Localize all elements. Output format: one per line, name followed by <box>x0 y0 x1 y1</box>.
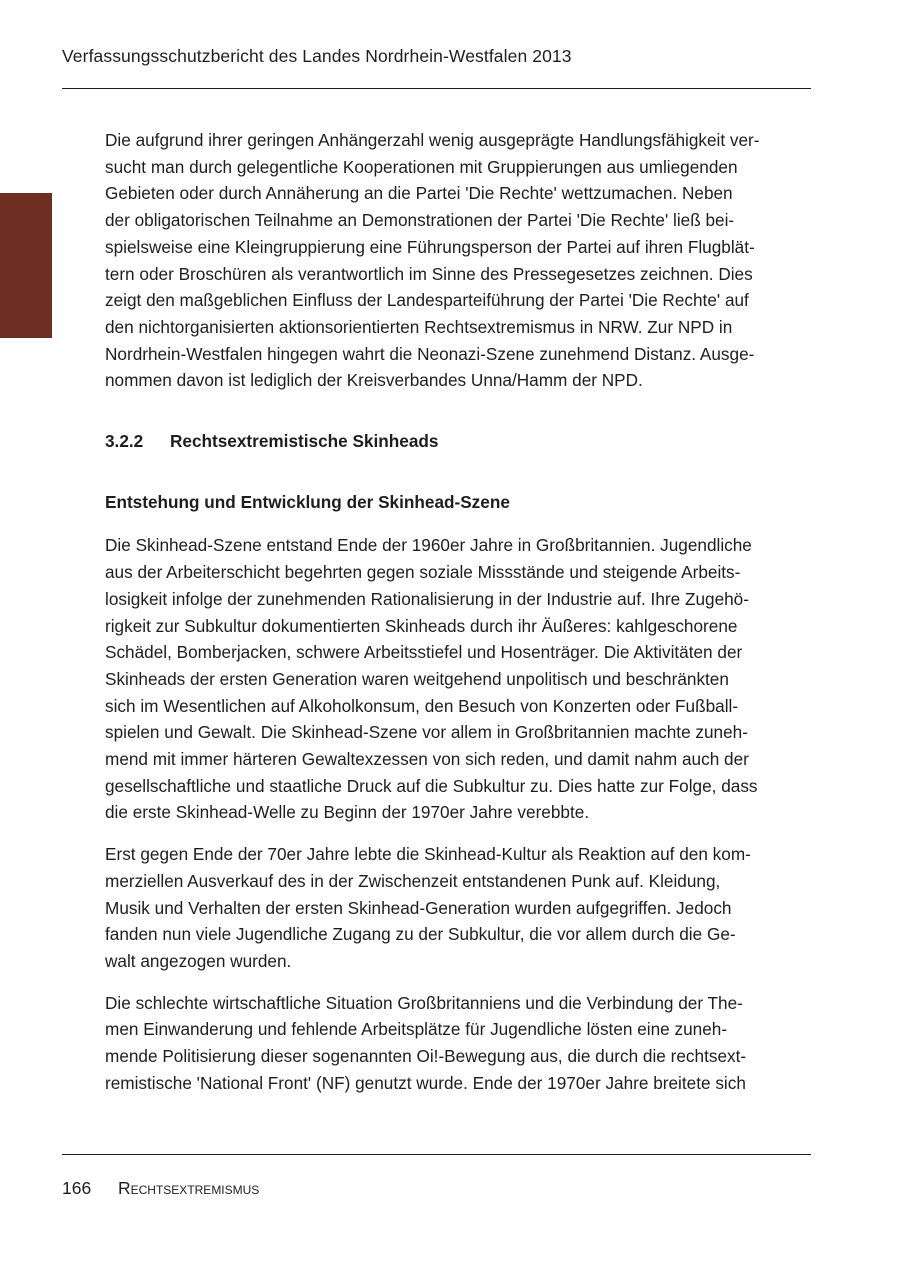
text-line: merziellen Ausverkauf des in der Zwischenzeit entstandenen Punk auf. Kleidung, <box>105 870 721 891</box>
text-line: Die Skinhead-Szene entstand Ende der 1960er Jahre in Großbritannien. Jugendliche <box>105 535 752 556</box>
section-heading <box>105 428 817 455</box>
page-body <box>105 127 817 1112</box>
text-line: Die aufgrund ihrer geringen Anhängerzahl wenig ausgeprägte Handlungsfähigkeit ver- <box>105 130 760 150</box>
paragraph-politicization <box>105 990 817 1097</box>
text-line: gesellschaftliche und staatliche Druck auf die Subkultur zu. Dies hatte zur Folge, dass <box>105 775 758 796</box>
text-line: die erste Skinhead-Welle zu Beginn der 1970er Jahre verebbte. <box>105 802 590 823</box>
text-line: men Einwanderung und fehlende Arbeitsplätze für Jugendliche lösten eine zuneh- <box>105 1019 728 1040</box>
section-number: 3.2.2 <box>105 431 144 452</box>
text-line: mende Politisierung dieser sogenannten Oi!-Bewegung aus, die durch die rechtsext- <box>105 1046 747 1067</box>
text-line: Nordrhein-Westfalen hingegen wahrt die Neonazi-Szene zunehmend Distanz. Ausge- <box>105 343 755 364</box>
chapter-name: Rechtsextremismus <box>118 1178 260 1198</box>
paragraph-revival <box>105 841 817 975</box>
text-line: losigkeit infolge der zunehmenden Rationalisierung in der Industrie auf. Ihre Zugehö- <box>105 588 749 609</box>
text-line: fanden nun viele Jugendliche Zugang zu der Subkultur, die vor allem durch die Ge- <box>105 924 736 945</box>
text-line: Musik und Verhalten der ersten Skinhead-Generation wurden aufgegriffen. Jedoch <box>105 897 732 918</box>
text-line: nommen davon ist lediglich der Kreisverbandes Unna/Hamm der NPD. <box>105 370 643 391</box>
intro-paragraph <box>105 127 817 394</box>
page-footer <box>62 1178 259 1199</box>
text-line: den nichtorganisierten aktionsorientierten Rechtsextremismus in NRW. Zur NPD in <box>105 316 733 337</box>
text-line: mend mit immer härteren Gewaltexzessen von sich reden, und damit nahm auch der <box>105 749 749 770</box>
text-line: tern oder Broschüren als verantwortlich im Sinne des Pressegesetzes zeichnen. Dies <box>105 263 753 284</box>
page-number: 166 <box>62 1178 92 1198</box>
subsection-heading: Entstehung und Entwicklung der Skinhead-Szene <box>105 491 510 512</box>
section-title: Rechtsextremistische Skinheads <box>170 431 439 452</box>
text-line: remistische 'National Front' (NF) genutzt wurde. Ende der 1970er Jahre breitete sich <box>105 1072 746 1093</box>
chapter-thumb-tab <box>0 193 52 338</box>
header-divider <box>62 88 811 89</box>
text-line: Gebieten oder durch Annäherung an die Partei 'Die Rechte' wettzumachen. Neben <box>105 183 733 204</box>
text-line: walt angezogen wurden. <box>105 950 292 971</box>
text-line: spielsweise eine Kleingruppierung eine Führungsperson der Partei auf ihren Flugblät- <box>105 236 755 257</box>
text-line: Skinheads der ersten Generation waren weitgehend unpolitisch und beschränkten <box>105 668 729 689</box>
paragraph-origins <box>105 532 817 826</box>
text-line: Schädel, Bomberjacken, schwere Arbeitsstiefel und Hosenträger. Die Aktivitäten der <box>105 642 743 663</box>
text-line: aus der Arbeiterschicht begehrten gegen soziale Missstände und steigende Arbeits- <box>105 562 741 583</box>
running-header: Verfassungsschutzbericht des Landes Nordrhein-Westfalen 2013 <box>62 46 572 66</box>
text-line: spielen und Gewalt. Die Skinhead-Szene vor allem in Großbritannien machte zuneh- <box>105 722 748 743</box>
text-line: sucht man durch gelegentliche Kooperationen mit Gruppierungen aus umliegenden <box>105 156 738 177</box>
text-line: rigkeit zur Subkultur dokumentierten Skinheads durch ihr Äußeres: kahlgeschorene <box>105 615 738 636</box>
text-line: der obligatorischen Teilnahme an Demonstrationen der Partei 'Die Rechte' ließ bei- <box>105 210 735 231</box>
text-line: Erst gegen Ende der 70er Jahre lebte die Skinhead-Kultur als Reaktion auf den kom- <box>105 844 751 865</box>
text-line: zeigt den maßgeblichen Einfluss der Landesparteiführung der Partei 'Die Rechte' auf <box>105 290 749 311</box>
footer-divider <box>62 1154 811 1155</box>
text-line: Die schlechte wirtschaftliche Situation Großbritanniens und die Verbindung der The- <box>105 992 743 1013</box>
text-line: sich im Wesentlichen auf Alkoholkonsum, den Besuch von Konzerten oder Fußball- <box>105 695 739 716</box>
